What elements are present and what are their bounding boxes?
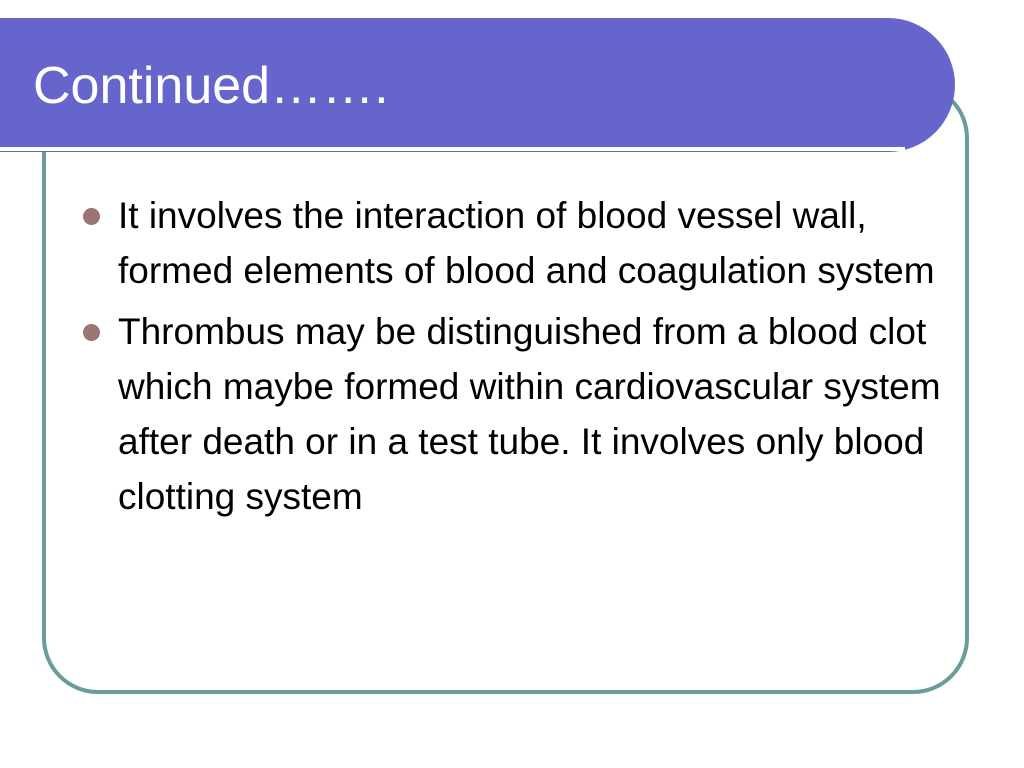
title-bar bbox=[0, 18, 955, 152]
title-underline bbox=[0, 147, 905, 151]
bullet-text: It involves the interaction of blood vessel wall, formed elements of blood and coagulation system bbox=[118, 195, 935, 291]
bullet-list bbox=[118, 188, 948, 530]
bullet-dot-icon bbox=[83, 324, 100, 341]
slide-title: Continued……. bbox=[33, 57, 389, 115]
bullet-item bbox=[118, 304, 948, 524]
bullet-dot-icon bbox=[83, 208, 100, 225]
bullet-text: Thrombus may be distinguished from a blood clot which maybe formed within cardiovascular system after death or in a test tube. It involves only blood clotting system bbox=[118, 311, 941, 517]
bullet-item bbox=[118, 188, 948, 298]
